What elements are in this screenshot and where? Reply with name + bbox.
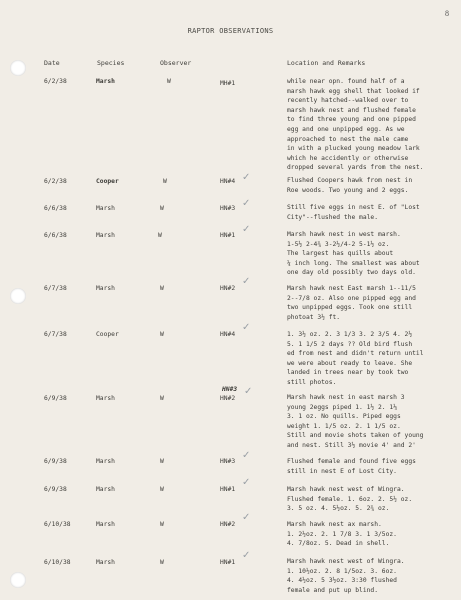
remarks-line: in with a plucked young meadow lark	[287, 145, 420, 153]
species-cell: Marsh	[96, 521, 115, 528]
checkmark-icon: ✓	[242, 198, 251, 209]
remarks-line: recently hatched--walked over to	[287, 97, 409, 105]
remarks-line: Marsh hawk nest west of Wingra.	[287, 486, 405, 493]
date-cell: 6/6/38	[44, 232, 67, 239]
remarks-cell	[287, 520, 459, 549]
remarks-line: marsh hawk nest and flushed female	[287, 106, 416, 114]
observer-cell: W	[160, 458, 164, 465]
remarks-line: 3. 1 oz. No quills. Piped eggs	[287, 413, 401, 421]
observer-cell: W	[160, 205, 164, 212]
remarks-line: 4. 7/8oz. 5. Dead in shell.	[287, 540, 390, 548]
remarks-line: City"--flushed the male.	[287, 213, 378, 221]
binder-hole-top	[10, 60, 26, 76]
page-title: RAPTOR OBSERVATIONS	[187, 27, 274, 35]
remarks-line: 3. 5 oz. 4. 5½oz. 5. 2¾ oz.	[287, 505, 390, 513]
observer-cell: W	[167, 78, 171, 85]
remarks-line: young 2eggs piped 1. 1½ 2. 1⅓	[287, 403, 397, 411]
remarks-line: egg and one unpipped egg. As we	[287, 125, 405, 133]
date-cell: 6/7/38	[44, 285, 67, 292]
observer-cell: W	[160, 395, 164, 402]
nest-cell-annotation: HN#3	[222, 386, 238, 393]
remarks-line: while near opn. found half of a	[287, 78, 405, 85]
remarks-line: Flushed female and found five eggs	[287, 458, 416, 465]
column-header-date: Date	[44, 59, 60, 67]
species-cell: Marsh	[96, 205, 115, 212]
remarks-line: Marsh hawk nest west of Wingra.	[287, 558, 405, 565]
remarks-cell	[287, 230, 459, 278]
remarks-line: Flushed Coopers hawk from nest in	[287, 177, 413, 184]
observer-cell: W	[160, 331, 164, 338]
nest-cell: HN#1	[220, 559, 236, 566]
remarks-cell	[287, 284, 459, 322]
species-cell: Marsh	[96, 458, 115, 465]
date-cell: 6/10/38	[44, 521, 71, 528]
nest-cell: MH#1	[220, 80, 236, 87]
date-cell: 6/10/38	[44, 559, 71, 566]
remarks-line: landed in trees near by took two	[287, 369, 409, 377]
nest-cell: HN#4	[220, 178, 236, 185]
remarks-cell	[287, 557, 459, 595]
remarks-line: two unpipped eggs. Took one still	[287, 304, 413, 312]
remarks-line: ¼ inch long. The smallest was about	[287, 259, 420, 267]
date-cell: 6/9/38	[44, 486, 67, 493]
nest-cell: HN#1	[220, 486, 236, 493]
remarks-line: dropped several yards from the nest.	[287, 164, 424, 172]
remarks-cell	[287, 393, 459, 451]
checkmark-icon: ✓	[242, 477, 251, 488]
column-header-species: Species	[97, 59, 125, 67]
species-cell: Marsh	[96, 285, 115, 292]
column-header-location-remarks: Location and Remarks	[287, 59, 366, 67]
remarks-line: 5. 1 1/5 2 days ?? Old bird flush	[287, 340, 413, 348]
date-cell: 6/9/38	[44, 395, 67, 402]
remarks-cell	[287, 176, 459, 195]
observer-cell: W	[160, 559, 164, 566]
binder-hole-bottom	[10, 572, 26, 588]
remarks-line: Still five eggs in nest E. of "Lost	[287, 204, 420, 211]
remarks-line: Marsh hawk nest East marsh 1--11/5	[287, 285, 416, 292]
remarks-cell	[287, 485, 459, 514]
remarks-line: still in nest E of Lost City.	[287, 467, 397, 475]
checkmark-icon: ✓	[242, 550, 251, 561]
observer-cell: W	[160, 486, 164, 493]
observer-cell: W	[163, 178, 167, 185]
nest-cell: HN#2	[220, 521, 236, 528]
checkmark-icon: ✓	[242, 450, 251, 461]
remarks-line: to find three young and one pipped	[287, 116, 416, 124]
nest-cell: HN#3	[220, 205, 236, 212]
remarks-line: Marsh hawk nest ax marsh.	[287, 521, 382, 528]
checkmark-icon: ✓	[242, 512, 251, 523]
checkmark-icon: ✓	[242, 224, 251, 235]
species-cell: Marsh	[96, 232, 115, 239]
remarks-line: weight 1. 1/5 oz. 2. 1 1/5 oz.	[287, 422, 401, 430]
species-cell: Marsh	[96, 78, 115, 85]
nest-cell: HN#4	[220, 331, 236, 338]
remarks-line: and nest. Still 3½ movie 4' and 2'	[287, 441, 416, 449]
date-cell: 6/6/38	[44, 205, 67, 212]
remarks-line: Flushed female. 1. 6oz. 2. 5½ oz.	[287, 495, 413, 503]
checkmark-icon: ✓	[242, 322, 251, 333]
remarks-line: Still and movie shots taken of young	[287, 432, 424, 440]
remarks-line: 1. 10½oz. 2. 8 1/5oz. 3. 6oz.	[287, 567, 397, 575]
remarks-line: ed from nest and didn't return until	[287, 350, 424, 358]
remarks-line: 1. 3½ oz. 2. 3 1/3 3. 2 3/5 4. 2½	[287, 331, 413, 338]
remarks-line: The largest has quills about	[287, 250, 394, 258]
remarks-line: female and put up blind.	[287, 586, 378, 594]
observer-cell: W	[160, 285, 164, 292]
remarks-line: one day old possibly two days old.	[287, 269, 416, 277]
remarks-line: 2--7/8 oz. Also one pipped egg and	[287, 294, 416, 302]
checkmark-icon: ✓	[244, 386, 253, 397]
remarks-cell	[287, 457, 459, 476]
remarks-line: marsh hawk egg shell that looked if	[287, 87, 420, 95]
observer-cell: W	[158, 232, 162, 239]
date-cell: 6/2/38	[44, 78, 67, 85]
nest-cell: HN#2	[220, 395, 236, 402]
date-cell: 6/2/38	[44, 178, 67, 185]
species-cell: Marsh	[96, 486, 115, 493]
species-cell: Cooper	[96, 331, 119, 338]
species-cell: Cooper	[96, 178, 119, 185]
remarks-line: Marsh hawk nest in east marsh 3	[287, 394, 405, 401]
species-cell: Marsh	[96, 559, 115, 566]
remarks-line: still photos.	[287, 378, 337, 386]
remarks-line: Roe woods. Two young and 2 eggs.	[287, 186, 409, 194]
page-number: 8	[445, 9, 449, 18]
species-cell: Marsh	[96, 395, 115, 402]
nest-cell: HN#1	[220, 232, 236, 239]
column-header-observer: Observer	[160, 59, 192, 67]
checkmark-icon: ✓	[242, 276, 251, 287]
remarks-cell	[287, 203, 459, 222]
checkmark-icon: ✓	[242, 172, 251, 183]
remarks-line: we were about ready to leave. She	[287, 359, 413, 367]
nest-cell: HN#3	[220, 458, 236, 465]
binder-hole-middle	[10, 288, 26, 304]
remarks-cell	[287, 330, 459, 388]
remarks-line: photoat 3½ ft.	[287, 313, 341, 321]
remarks-line: which he accidently or otherwise	[287, 154, 409, 162]
remarks-line: 1-5½ 2-4¾ 3-2½/4-2 5-1½ oz.	[287, 240, 390, 248]
nest-cell: HN#2	[220, 285, 236, 292]
remarks-line: 4. 4½oz. 5 3½oz. 3:30 flushed	[287, 577, 397, 585]
date-cell: 6/9/38	[44, 458, 67, 465]
observer-cell: W	[160, 521, 164, 528]
date-cell: 6/7/38	[44, 331, 67, 338]
remarks-line: 1. 2½oz. 2. 1 7/8 3. 1 3/5oz.	[287, 530, 397, 538]
remarks-cell	[287, 77, 459, 173]
remarks-line: approached to nest the male came	[287, 135, 409, 143]
remarks-line: Marsh hawk nest in west marsh.	[287, 231, 401, 238]
